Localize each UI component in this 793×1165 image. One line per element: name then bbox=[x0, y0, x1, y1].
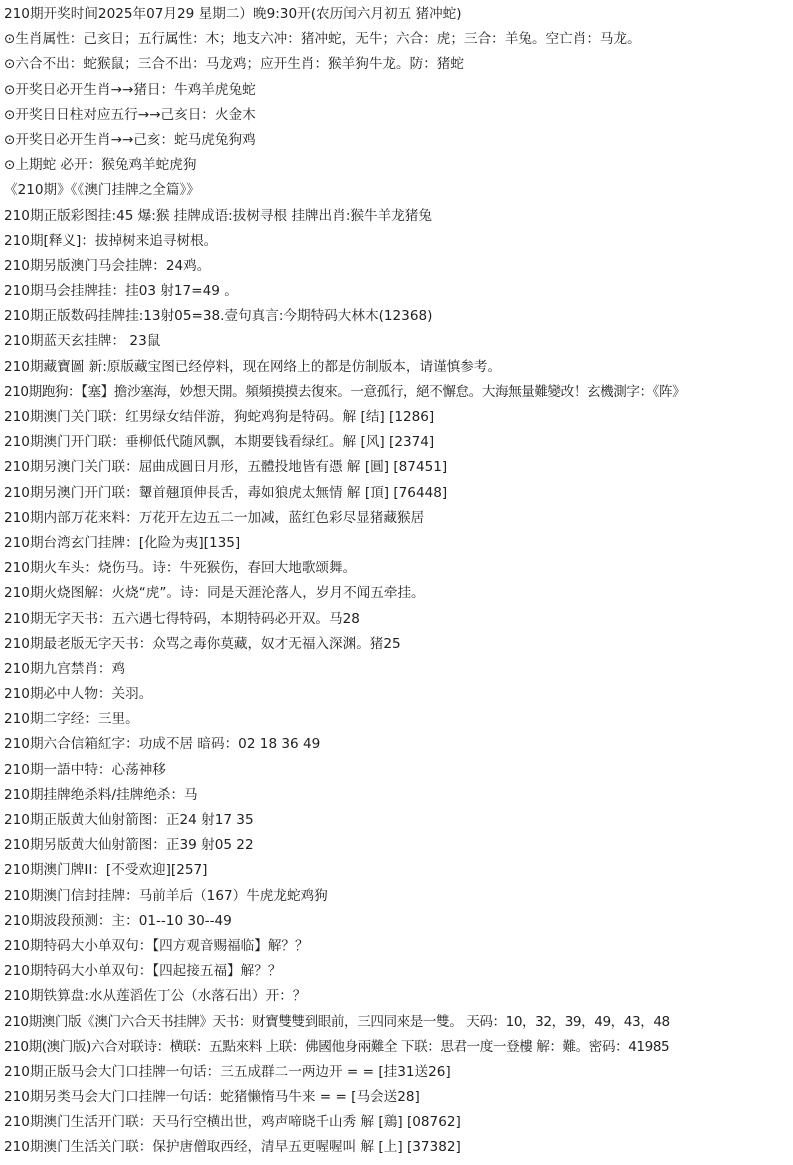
previous-issue-line: ⊙上期蛇 必开：猴兔鸡羊蛇虎狗 bbox=[4, 157, 197, 174]
text-line: 210期九宫禁肖：鸡 bbox=[4, 660, 126, 677]
liuhe-not-drawn: ⊙六合不出：蛇猴鼠；三合不出：马龙鸡；应开生肖：猴羊狗牛龙。防：猪蛇 bbox=[4, 56, 464, 73]
text-line: 210期最老版无字天书：众骂之毒你莫藏，奴才无福入深渊。猪25 bbox=[4, 635, 401, 652]
text-line: 210期火车头：烧伤马。诗：牛死猴伤，春回大地歌颂舞。 bbox=[4, 560, 357, 577]
text-line: 210期二字经：三里。 bbox=[4, 711, 139, 728]
text-line: 210期澳门生活关门联：保护唐僧取西经，清早五更喔喔叫 解 [上] [37382] bbox=[4, 1139, 461, 1156]
draw-day-five-elements: ⊙开奖日日柱对应五行→→己亥日：火金木 bbox=[4, 106, 256, 123]
text-line: 210期一語中特：心荡神移 bbox=[4, 761, 166, 778]
text-line: 210期正版数码挂牌挂:13射05=38.壹句真言:今期特码大林木(12368) bbox=[4, 308, 433, 325]
text-line: 210期必中人物：关羽。 bbox=[4, 686, 153, 703]
text-line: 210期另类马会大门口挂牌一句话：蛇猪懒惰马牛来 = = [马会送28] bbox=[4, 1089, 420, 1106]
text-line: 210期另版澳门马会挂牌：24鸡。 bbox=[4, 257, 211, 274]
section-title: 《210期》《《澳门挂牌之全篇》》 bbox=[4, 182, 200, 199]
text-line: 210期六合信箱紅字：功成不居 暗码：02 18 36 49 bbox=[4, 736, 321, 753]
text-line: 210期马会挂牌挂：挂03 射17=49 。 bbox=[4, 283, 238, 300]
text-line: 210期另澳门关门联：屈曲成圓日月形，五體投地皆有憑 解 [圓] [87451] bbox=[4, 459, 448, 476]
text-line: 210期正版黄大仙射箭图：正24 射17 35 bbox=[4, 812, 254, 828]
text-line: 210期澳门开门联：垂柳低代随风飘，本期要钱看绿红。解 [风] [2374] bbox=[4, 434, 435, 451]
text-line: 210期藏寶圖 新:原版藏宝图已经停料，现在网络上的都是仿制版本，请谨慎参考。 bbox=[4, 358, 502, 375]
text-line: 210期澳门牌II：[不受欢迎][257] bbox=[4, 862, 208, 879]
header-draw-time: 210期开奖时间2025年07月29 星期二）晚9:30开(农历闰六月初五 猪冲蛇) bbox=[4, 6, 462, 22]
text-line: 210期跑狗：【塞】擔沙塞海，妙想天開。頻頻摸摸去復來。一意孤行，絕不懈怠。大海無量難變改！玄機測字：《阵》 bbox=[4, 383, 686, 400]
zodiac-attributes: ⊙生肖属性：己亥日；五行属性：木；地支六冲：猪冲蛇，无牛；六合：虎；三合：羊兔。空亡肖：马龙。 bbox=[4, 31, 641, 48]
text-line: 210期另版黄大仙射箭图：正39 射05 22 bbox=[4, 837, 254, 854]
text-line: 210期澳门信封挂牌：马前羊后（167）牛虎龙蛇鸡狗 bbox=[4, 887, 328, 904]
text-line: 210期无字天书：五六遇七得特码，本期特码必开双。马28 bbox=[4, 610, 360, 627]
text-line: 210期特码大小单双句：【四方观音赐福临】解？？ bbox=[4, 937, 309, 954]
text-line: 210期挂牌绝杀料/挂牌绝杀：马 bbox=[4, 786, 198, 803]
text-line: 210期另澳门开门联：顰首翹頂伸長舌，毒如狼虎太無情 解 [頂] [76448] bbox=[4, 484, 448, 501]
draw-day-zodiac: ⊙开奖日必开生肖→→猪日：牛鸡羊虎兔蛇 bbox=[4, 81, 256, 98]
text-line: 210期特码大小单双句：【四起接五福】解？？ bbox=[4, 963, 282, 980]
text-line: 210期[释义]：拔掉树来追寻树根。 bbox=[4, 232, 218, 249]
text-line: 210期火烧图解：火烧“虎”。诗：同是天涯沦落人，岁月不闻五牵挂。 bbox=[4, 585, 425, 602]
text-line: 210期铁算盘:水从莲滔佐丁公（水落石出）开：？ bbox=[4, 988, 307, 1005]
text-line: 210期波段预测：主：01--10 30--49 bbox=[4, 912, 232, 929]
draw-day-jihai-zodiac: ⊙开奖日必开生肖→→己亥：蛇马虎兔狗鸡 bbox=[4, 131, 256, 148]
text-line: 210期台湾玄门挂牌：[化险为夷][135] bbox=[4, 534, 241, 551]
text-line: 210期澳门版《澳门六合天书挂牌》天书：财寶雙雙到眼前，三四同來是一雙。 天码：10，32，39，49，43，48 bbox=[4, 1013, 670, 1030]
text-line: 210期(澳门版)六合对联诗：横联：五點來料 上联：佛國他身兩難全 下联：思君一度一登樓 解：難。密码：41985 bbox=[4, 1038, 670, 1055]
text-line: 210期澳门关门联：红男绿女结伴游，狗蛇鸡狗是特码。解 [结] [1286] bbox=[4, 409, 435, 425]
text-line: 210期蓝天玄挂牌： 23鼠 bbox=[4, 333, 161, 350]
text-line: 210期内部万花来料：万花开左边五二一加减，蓝红色彩尽显猪藏猴居 bbox=[4, 509, 425, 526]
text-line: 210期正版马会大门口挂牌一句话：三五成群二一两边开 = = [挂31送26] bbox=[4, 1063, 451, 1080]
text-line: 210期澳门生活开门联：天马行空横出世，鸡声啼晓千山秀 解 [鶏] [08762] bbox=[4, 1114, 461, 1131]
text-line: 210期正版彩图挂:45 爆:猴 挂牌成语:拔树寻根 挂牌出肖:猴牛羊龙猪兔 bbox=[4, 207, 432, 224]
